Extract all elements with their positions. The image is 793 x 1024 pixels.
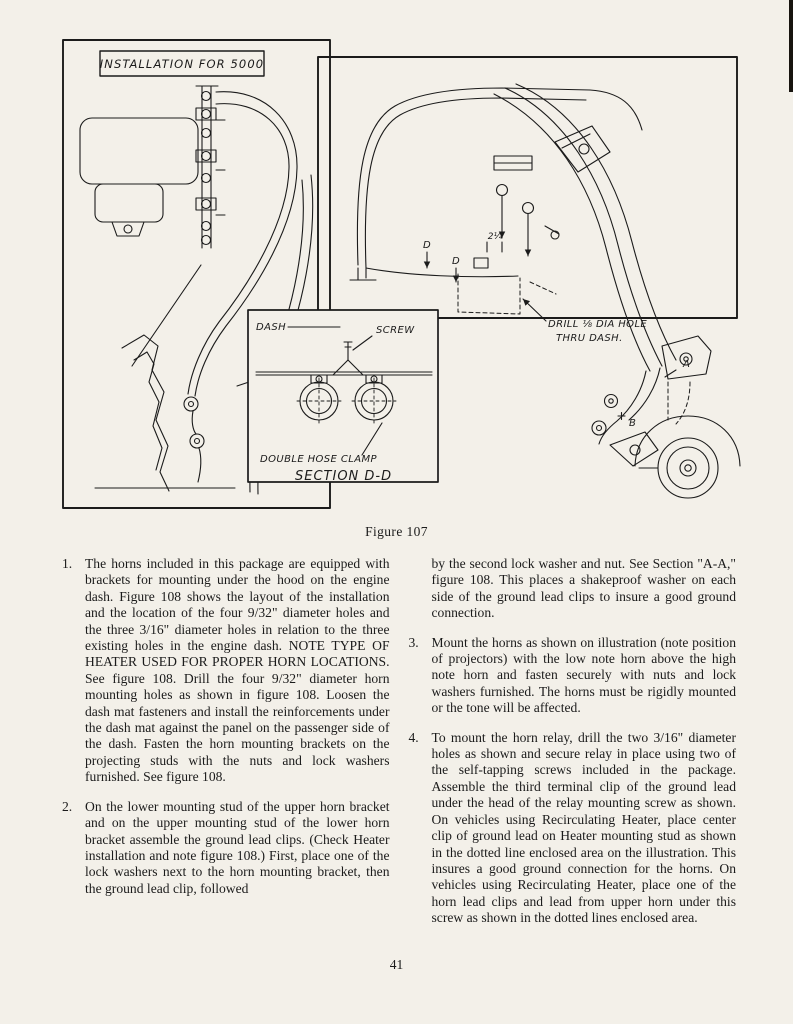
drill-note-line2: THRU DASH. [556,333,623,344]
item-text: On the lower mounting stud of the upper horn bracket and on the upper mounting stud of the lower horn bracket assemble the ground lead clips. (Check Heater installation and note figure 108.) First, place one of the lock washers next to the horn mounting bracket, then the ground lead clip, followed [85,798,390,896]
left-column [62,556,390,927]
figure-107 [50,30,742,512]
item-number: 2. [62,798,73,814]
right-column [409,556,737,927]
right-panel-border [318,57,737,318]
list-item-3 [409,635,737,717]
figure-107-drawing [50,30,742,512]
marker-d2: D [451,256,461,267]
installation-label: INSTALLATION FOR 5000 [99,57,265,71]
page-number: 41 [389,957,404,972]
scan-artifact [789,0,793,92]
dash-label: DASH [256,322,287,333]
item-number: 4. [408,729,419,745]
dimension-label: 2¼ [487,232,503,242]
item-text: Mount the horns as shown on illustration (note position of projectors) with the low note horn above the high note horn and fasten securely with nuts and lock washers furnished. The horns must be rigidly mounted or the tone will be affected. [431,634,736,716]
body-text [62,556,736,927]
item-number: 3. [408,634,419,650]
marker-b: B [629,418,637,429]
item-text: To mount the horn relay, drill the two 3/16" diameter holes as shown and secure relay in place using two of the self-tapping screws included in the package. Assemble the third terminal clip of the ground lead under the head of the relay mounting screw as shown. On vehicles using Recirculating Heater, place center clip of ground lead on Heater mounting stud as shown in the dotted line enclosed area on the illustration. This insures a good ground connection for the horns. On vehicles using Recirculating Heater, place one of the horn lead clips and lead from upper horn under this screw as shown in the dotted lines enclosed area. [431,729,736,926]
figure-caption: Figure 107 [365,524,428,539]
list-item-1 [62,556,390,786]
section-d-d-label: SECTION D-D [295,469,393,484]
double-hose-clamp-label: DOUBLE HOSE CLAMP [260,454,377,465]
marker-d1: D [422,240,432,251]
item-text: The horns included in this package are equipped with brackets for mounting under the hood on the engine dash. Figure 108 shows the layout of the installation and the location of the four 9/32" diameter holes and the three 3/16" diameter holes in relation to the three existing holes in the engine dash. NOTE TYPE OF HEATER USED FOR PROPER HORN LOCATIONS. See figure 108. Drill the four 9/32" diameter horn mounting holes as shown in figure 108. Loosen the dash mat fasteners and install the reinforcements under the dash mat against the panel on the passenger side of the dash. Fasten the horn mounting brackets on the projecting studs with the nuts and lock washers furnished. See figure 108. [85,556,390,785]
list-item-4 [409,730,737,927]
marker-a: A [683,359,691,370]
drill-note-line1: DRILL ⅛ DIA HOLE [548,319,648,330]
list-item-2 [62,799,390,897]
screw-label: SCREW [376,325,415,336]
item-number: 1. [62,556,73,571]
item-2-continuation: by the second lock washer and nut. See Section "A-A," figure 108. This places a shakeproof washer on each side of the ground lead clips to insure a good ground connection. [431,556,736,621]
